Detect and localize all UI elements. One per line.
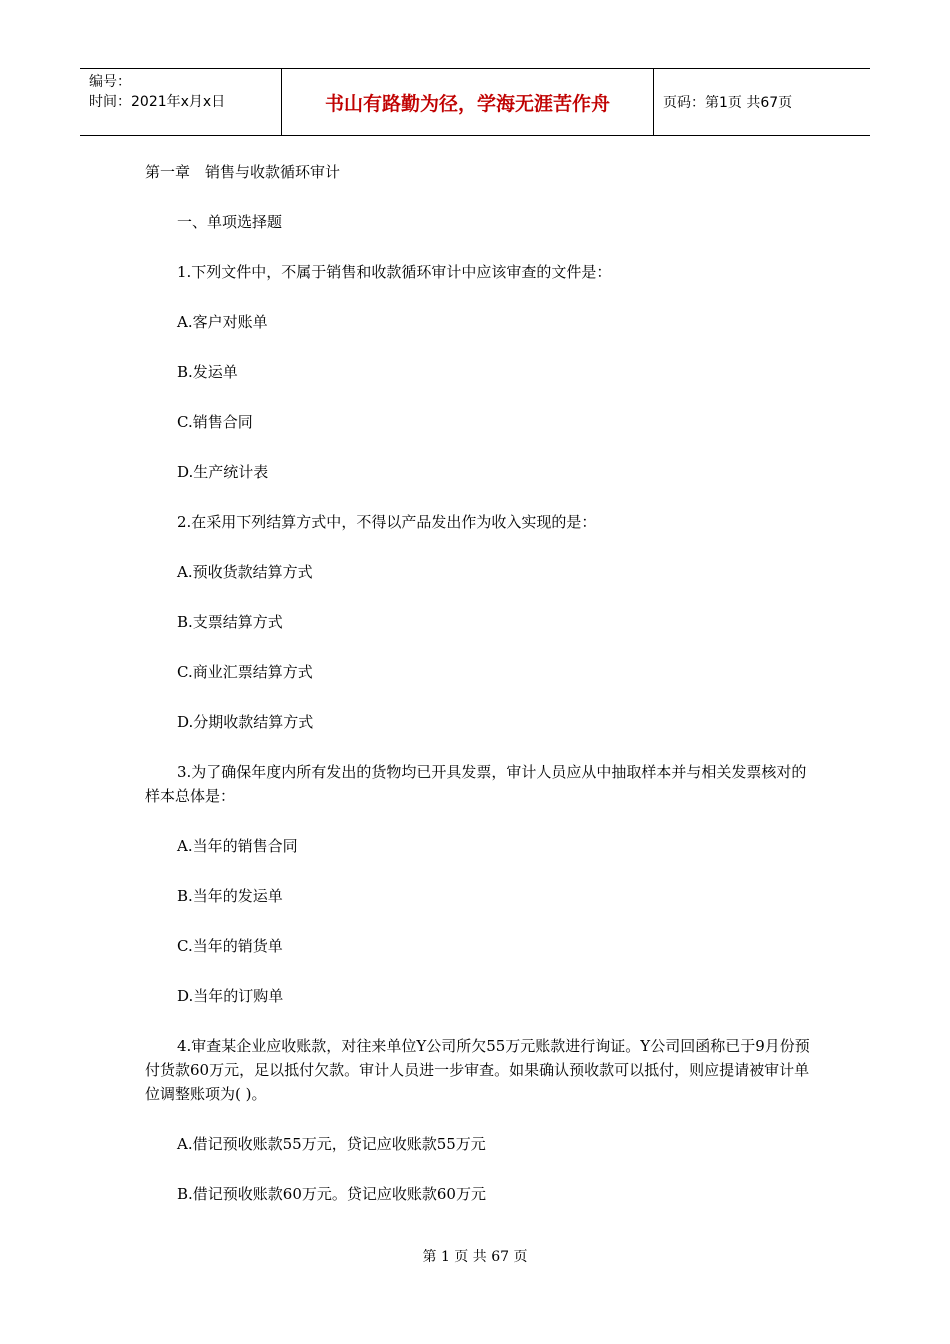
- number-label: 编号：: [89, 74, 131, 90]
- question-1: 1.下列文件中，不属于销售和收款循环审计中应该审查的文件是：: [177, 263, 612, 281]
- q2-option-b: B.支票结算方式: [177, 613, 283, 631]
- q3-option-b: B.当年的发运单: [177, 887, 283, 905]
- header-page-info: 页码：第1页 共67页: [663, 95, 793, 111]
- q3-option-c: C.当年的销货单: [177, 937, 283, 955]
- q3-option-d: D.当年的订购单: [177, 987, 284, 1005]
- q2-option-a: A.预收货款结算方式: [177, 563, 313, 581]
- document-body: [145, 160, 810, 1206]
- q4-option-a: A.借记预收账款55万元，贷记应收账款55万元: [177, 1135, 486, 1153]
- section-title: 一、单项选择题: [177, 213, 283, 231]
- q1-option-d: D.生产统计表: [177, 463, 269, 481]
- q1-option-a: A.客户对账单: [177, 313, 268, 331]
- q2-option-d: D.分期收款结算方式: [177, 713, 314, 731]
- chapter-title: 第一章 销售与收款循环审计: [145, 163, 341, 181]
- question-4: 4.审查某企业应收账款，对往来单位Y公司所欠55万元账款进行询证。Y公司回函称已于9月份预付货款60万元，足以抵付欠款。审计人员进一步审查。如果确认预收款可以抵付，则应提请被审计单位调整账项为( )。: [145, 1037, 810, 1103]
- q1-option-c: C.销售合同: [177, 413, 253, 431]
- time-label: 时间：2021年x月x日: [89, 94, 226, 110]
- header-motto: 书山有路勤为径，学海无涯苦作舟: [282, 69, 654, 135]
- q1-option-b: B.发运单: [177, 363, 238, 381]
- header-meta: [80, 69, 282, 135]
- q3-option-a: A.当年的销售合同: [177, 837, 298, 855]
- q4-option-b: B.借记预收账款60万元。贷记应收账款60万元: [177, 1185, 486, 1203]
- question-2: 2.在采用下列结算方式中，不得以产品发出作为收入实现的是：: [177, 513, 597, 531]
- page-footer: 第 1 页 共 67 页: [422, 1249, 528, 1265]
- page-header: [80, 68, 870, 136]
- question-3: 3.为了确保年度内所有发出的货物均已开具发票，审计人员应从中抽取样本并与相关发票核对的样本总体是：: [145, 763, 807, 805]
- q2-option-c: C.商业汇票结算方式: [177, 663, 313, 681]
